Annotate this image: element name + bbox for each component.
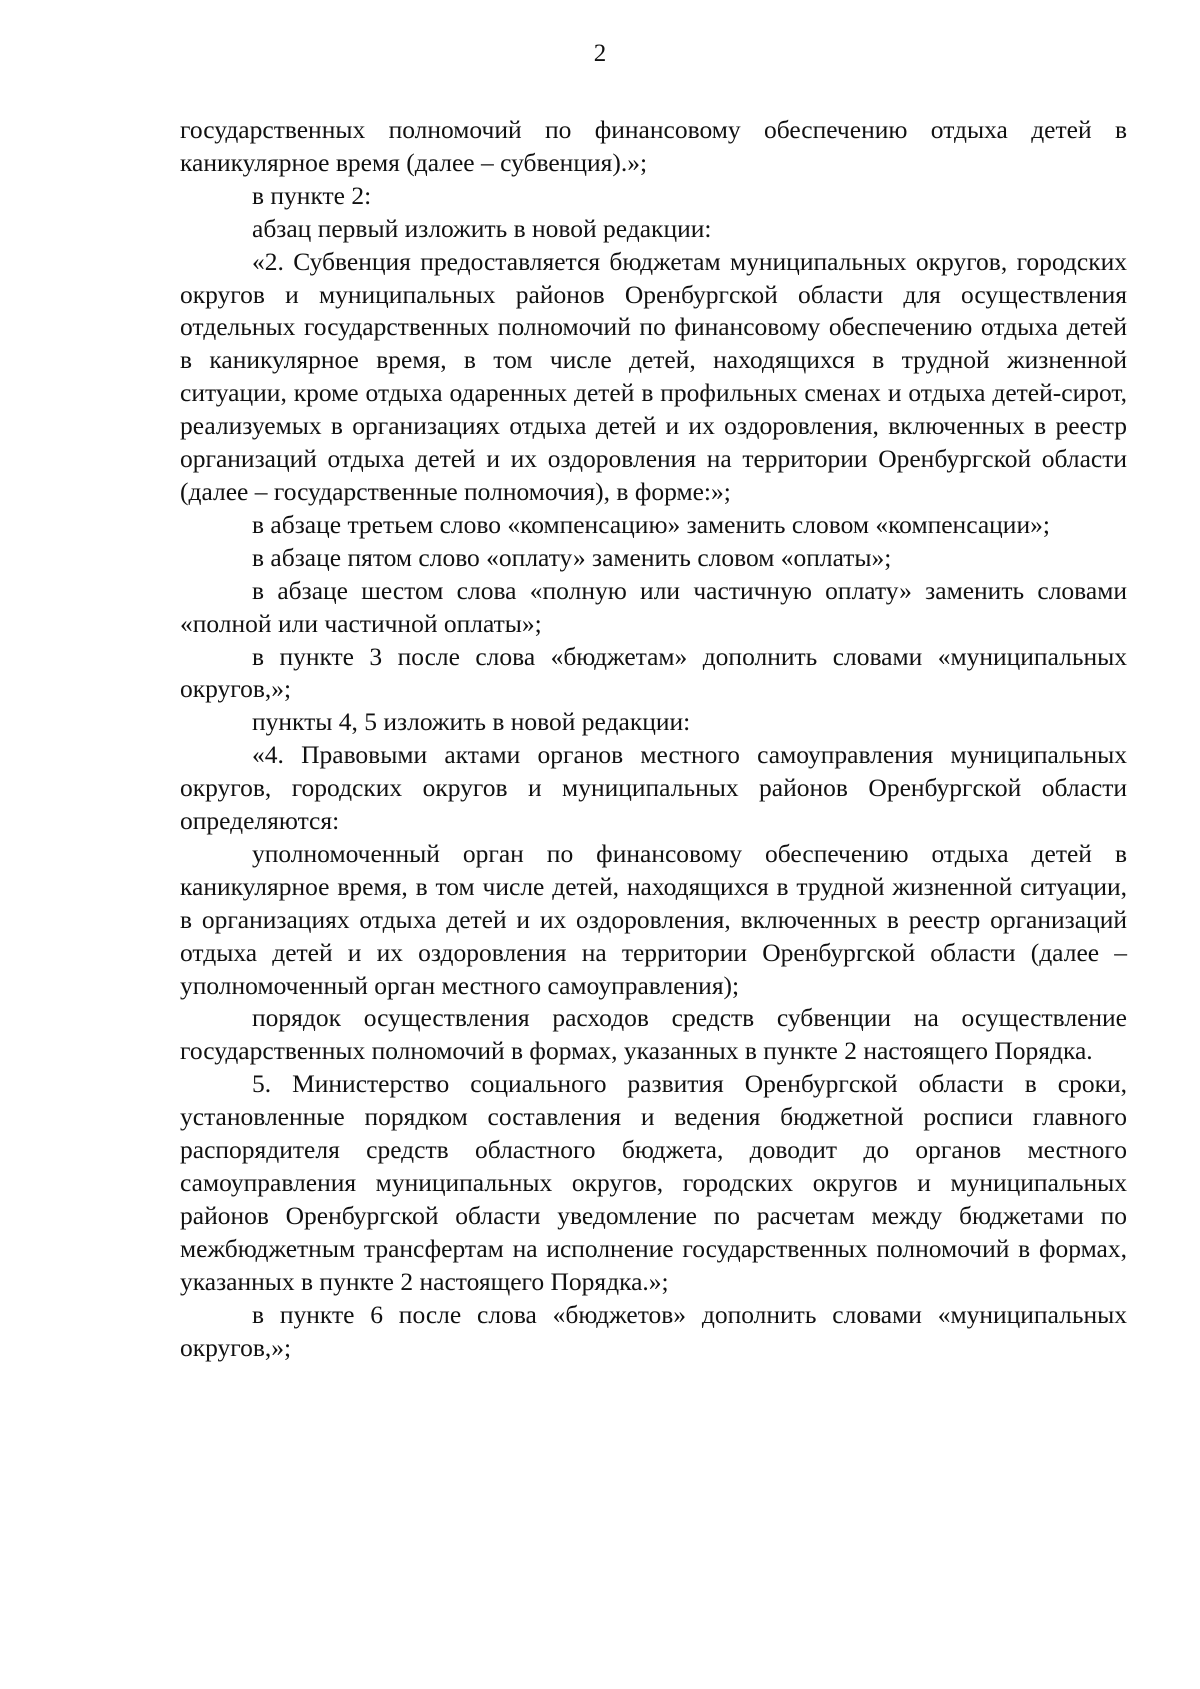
paragraph: уполномоченный орган по финансовому обеспечению отдыха детей в каникулярное время, в том числе детей, находящихся в трудной жизненной ситуации, в организациях отдыха детей и их оздоровления, включенных в реестр организаций отдыха детей и их оздоровления на территории Оренбургской области (далее – уполномоченный орган местного самоуправления);	[180, 838, 1127, 1000]
paragraph: порядок осуществления расходов средств субвенции на осуществление государственных полномочий в формах, указанных в пункте 2 настоящего Порядка.	[180, 1003, 1127, 1066]
paragraph: «2. Субвенция предоставляется бюджетам муниципальных округов, городских округов и муниципальных районов Оренбургской области для осуществления отдельных государственных полномочий по финансовому обеспечению отдыха детей в каникулярное время, в том числе детей, находящихся в трудной жизненной ситуации, кроме отдыха одаренных детей в профильных сменах и отдыха детей-сирот, реализуемых в организациях отдыха детей и их оздоровления, включенных в реестр организаций отдыха детей и их оздоровления на территории Оренбургской области (далее – государственные полномочия), в форме:»;	[180, 246, 1127, 506]
paragraph: 5. Министерство социального развития Оренбургской области в сроки, установленные порядком составления и ведения бюджетной росписи главного распорядителя средств областного бюджета, доводит до органов местного самоуправления муниципальных округов, городских округов и муниципальных районов Оренбургской области уведомление по расчетам между бюджетами по межбюджетным трансфертам на исполнение государственных полномочий в формах, указанных в пункте 2 настоящего Порядка.»;	[180, 1069, 1127, 1296]
paragraph: пункты 4, 5 изложить в новой редакции:	[252, 707, 691, 737]
paragraph: в пункте 3 после слова «бюджетам» дополнить словами «муниципальных округов,»;	[180, 641, 1127, 704]
document-body	[180, 114, 1127, 1364]
paragraph: в пункте 6 после слова «бюджетов» дополнить словами «муниципальных округов,»;	[180, 1299, 1127, 1362]
paragraph: «4. Правовыми актами органов местного самоуправления муниципальных округов, городских округов и муниципальных районов Оренбургской области определяются:	[180, 740, 1127, 836]
paragraph: в пункте 2:	[252, 180, 372, 210]
paragraph: в абзаце третьем слово «компенсацию» заменить словом «компенсации»;	[252, 509, 1050, 539]
paragraph: абзац первый изложить в новой редакции:	[252, 213, 712, 243]
paragraph: в абзаце шестом слова «полную или частичную оплату» заменить словами «полной или частичной оплаты»;	[180, 575, 1127, 638]
paragraph-continuation: государственных полномочий по финансовому обеспечению отдыха детей в каникулярное время (далее – субвенция).»;	[180, 115, 1127, 177]
paragraph: в абзаце пятом слово «оплату» заменить словом «оплаты»;	[252, 542, 892, 572]
page-number: 2	[593, 40, 607, 67]
